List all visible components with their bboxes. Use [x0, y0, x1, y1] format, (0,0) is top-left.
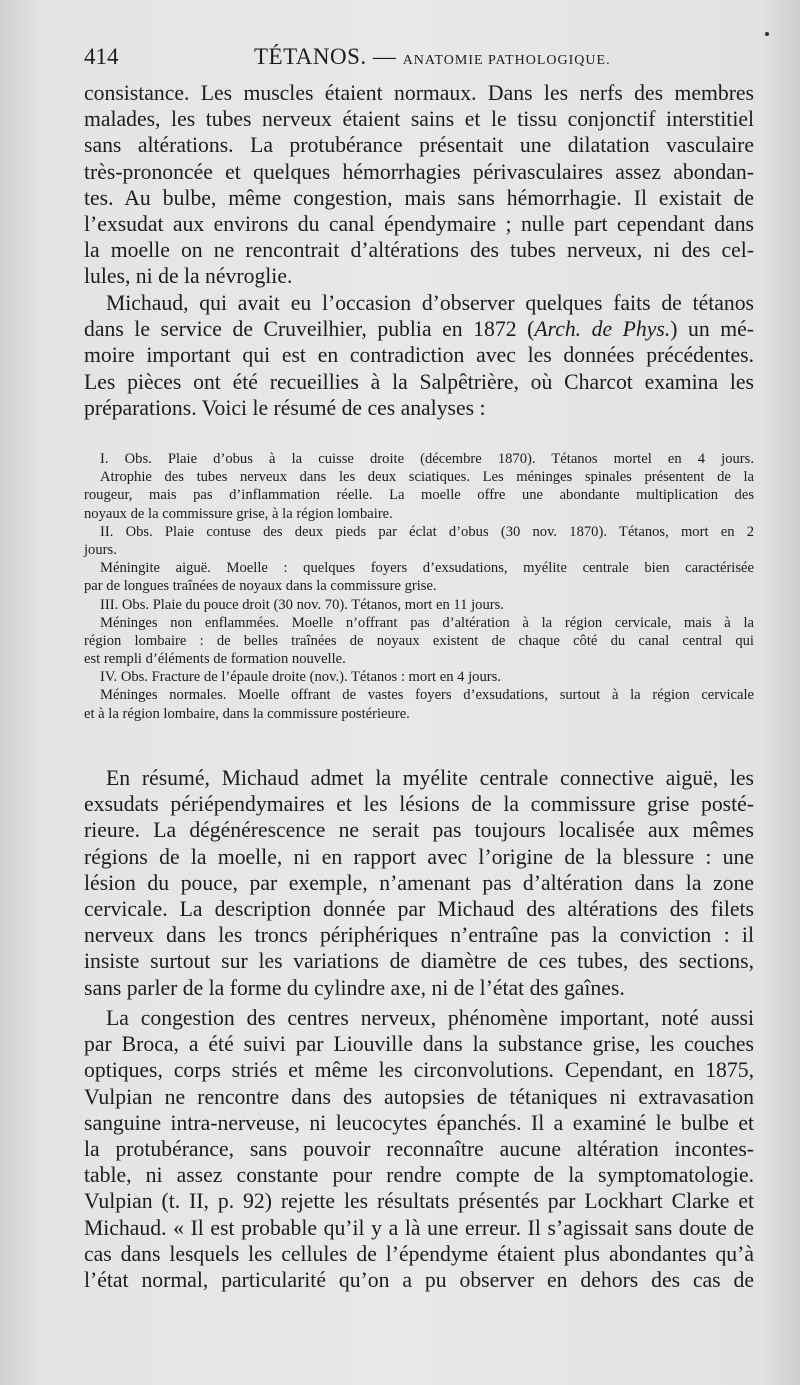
- text-line: Vulpian ne rencontre dans des autopsies de tétaniques ni extravasation: [84, 1084, 754, 1109]
- text-line: rieure. La dégénérescence ne serait pas toujours localisée aux mêmes: [84, 818, 754, 843]
- page-number: 414: [84, 44, 119, 69]
- observation-heading: III. Obs. Plaie du pouce droit (30 nov. 70). Tétanos, mort en 11 jours.: [100, 596, 504, 613]
- observation-heading: II. Obs. Plaie contuse des deux pieds par éclat d’obus (30 nov. 1870). Tétanos, mort en 2: [100, 523, 754, 540]
- text-line: table, ni assez constante pour rendre compte de la symptomatologie.: [84, 1163, 754, 1188]
- text-line: Vulpian (t. II, p. 92) rejette les résultats présentés par Lockhart Clarke et: [84, 1189, 754, 1214]
- text-line: l’exsudat aux environs du canal épendymaire ; nulle part cependant dans: [84, 211, 754, 236]
- text-line: préparations. Voici le résumé de ces analyses :: [84, 395, 486, 420]
- text-line: consistance. Les muscles étaient normaux. Dans les nerfs des membres: [84, 81, 754, 105]
- text-line: lésion du pouce, par exemple, n’amenant pas d’altération dans la zone: [84, 870, 754, 895]
- text-line: tes. Au bulbe, même congestion, mais sans hémorrhagie. Il existait de: [84, 185, 754, 210]
- text-line: La congestion des centres nerveux, phénomène important, noté aussi: [106, 1006, 754, 1030]
- text-line: est rempli d’éléments de formation nouvelle.: [84, 651, 346, 668]
- text-line: dans le service de Cruveilhier, publia en 1872 (Arch. de Phys.) un mé-: [84, 317, 754, 342]
- paragraph-continuation: [84, 80, 754, 290]
- paragraph-michaud: [84, 290, 754, 421]
- running-subtitle: ANATOMIE PATHOLOGIQUE.: [402, 53, 611, 68]
- paragraph-congestion: [84, 1005, 754, 1293]
- text-line: jours.: [84, 541, 117, 558]
- paragraph-resume: [84, 765, 754, 1001]
- citation-italic: Arch. de Phys.: [534, 317, 671, 342]
- text-line: lules, ni de la névroglie.: [84, 264, 293, 289]
- text-line: la moelle on ne rencontrait d’altérations des tubes nerveux, ni des cel-: [84, 238, 754, 263]
- text-line: sans altérations. La protubérance présentait une dilatation vasculaire: [84, 133, 754, 158]
- running-title: TÉTANOS. — ANATOMIE PATHOLOGIQUE.: [254, 44, 611, 69]
- text-line: insiste surtout sur les variations de diamètre de ces tubes, des sections,: [84, 949, 754, 974]
- text-line: Méninges non enflammées. Moelle n’offrant pas d’altération à la région cervicale, mais à la: [100, 614, 754, 631]
- text-line: par de longues traînées de noyaux dans la commissure grise.: [84, 578, 437, 595]
- text-line: En résumé, Michaud admet la myélite centrale connective aiguë, les: [106, 766, 754, 790]
- text-line: exsudats périépendymaires et les lésions de la commissure grise posté-: [84, 792, 754, 817]
- ink-speck: [765, 32, 769, 36]
- running-header: [84, 40, 754, 74]
- text-line: nerveux dans les troncs périphériques n’entraîne pas la conviction : il: [84, 923, 754, 948]
- text-line: Méninges normales. Moelle offrant de vastes foyers d’exsudations, surtout à la région cervicale: [100, 687, 754, 704]
- text-line: et à la région lombaire, dans la commissure postérieure.: [84, 705, 410, 722]
- text-line: région lombaire : de belles traînées de noyaux existent de chaque côté du canal central qui: [84, 632, 754, 649]
- text-line: cas dans lesquels les cellules de l’épendyme étaient plus abondantes qu’à: [84, 1241, 754, 1266]
- text-line: optiques, corps striés et même les circonvolutions. Cependant, en 1875,: [84, 1058, 754, 1083]
- text-line: Atrophie des tubes nerveux dans les deux sciatiques. Les méninges spinales présentent de la: [100, 469, 754, 486]
- text-line: régions de la moelle, ni en rapport avec l’origine de la blessure : une: [84, 844, 754, 869]
- text-line: sanguine intra-nerveuse, ni leucocytes épanchés. Il a examiné le bulbe et: [84, 1110, 754, 1135]
- text-line: malades, les tubes nerveux étaient sains et le tissu conjonctif interstitiel: [84, 107, 754, 132]
- text-line: moire important qui est en contradiction avec les données précédentes.: [84, 343, 754, 368]
- text-line: Michaud, qui avait eu l’occasion d’observer quelques faits de tétanos: [106, 291, 754, 315]
- observation-heading: IV. Obs. Fracture de l’épaule droite (nov.). Tétanos : mort en 4 jours.: [100, 669, 501, 686]
- text-line: sans parler de la forme du cylindre axe, ni de l’état des gaînes.: [84, 975, 625, 1000]
- text-line: Les pièces ont été recueillies à la Salpêtrière, où Charcot examina les: [84, 369, 754, 394]
- text-line: noyaux de la commissure grise, à la région lombaire.: [84, 505, 393, 522]
- observation-heading: I. Obs. Plaie d’obus à la cuisse droite (décembre 1870). Tétanos mortel en 4 jours.: [100, 451, 754, 467]
- text-line: par Broca, a été suivi par Liouville dans la substance grise, les couches: [84, 1032, 754, 1057]
- text-line: cervicale. La description donnée par Michaud des altérations des filets: [84, 896, 754, 921]
- observations-list: [84, 450, 754, 723]
- text-line: Méningite aiguë. Moelle : quelques foyers d’exsudations, myélite centrale bien caractérisée: [100, 560, 754, 577]
- text-line: Michaud. « Il est probable qu’il y a là une erreur. Il s’agissait sans doute de: [84, 1215, 754, 1240]
- text-line: la protubérance, sans pouvoir reconnaître aucune altération incontes-: [84, 1136, 754, 1161]
- text-line: rougeur, mais pas d’inflammation réelle. La moelle offre une abondante multiplication des: [84, 487, 754, 504]
- text-line: très-prononcée et quelques hémorrhagies périvasculaires assez abondan-: [84, 159, 754, 184]
- text-line: l’état normal, particularité qu’on a pu observer en dehors des cas de: [84, 1267, 754, 1292]
